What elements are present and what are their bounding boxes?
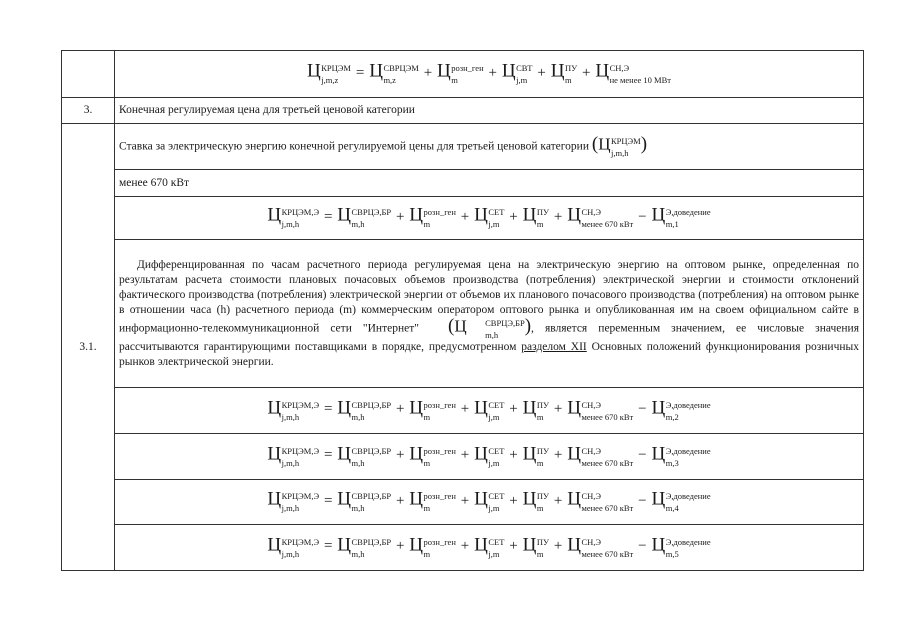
formula xyxy=(115,480,864,525)
title-symbol: (Ц КРЦЭМ j,m,h ) xyxy=(591,133,648,158)
formula-krcem-z xyxy=(115,51,864,98)
row-formula-3 xyxy=(62,434,864,480)
formula xyxy=(115,434,864,480)
section-title: Конечная регулируемая цена для третьей ценовой категории xyxy=(115,98,864,124)
row-section-3-1 xyxy=(62,124,864,170)
subheading: менее 670 кВт xyxy=(115,170,864,197)
formula-expression: Ц КРЦЭМ,Э j,m,h = Ц СВРЦЭ,БР m,h + Ц розн_ген m + Ц СЕТ j,m + Ц ПУ m + Ц СН,Э менее 670 кВт − Ц Э,доведение m,4 xyxy=(267,488,711,513)
formula-expression: Ц КРЦЭМ,Э j,m,h = Ц СВРЦЭ,БР m,h + Ц розн_ген m + Ц СЕТ j,m + Ц ПУ m + Ц СН,Э менее 670 кВт − Ц Э,доведение m,5 xyxy=(267,534,711,559)
formula-expression: Ц КРЦЭМ,Э j,m,h = Ц СВРЦЭ,БР m,h + Ц розн_ген m + Ц СЕТ j,m + Ц ПУ m + Ц СН,Э менее 670 кВт − Ц Э,доведение m,3 xyxy=(267,443,711,468)
section-number: 3. xyxy=(62,98,115,124)
row-formula-5 xyxy=(62,525,864,571)
row-top-formula xyxy=(62,51,864,98)
formula xyxy=(115,197,864,240)
paragraph: Дифференцированная по часам расчетного периода регулируемая цена на электрическую энергию на оптовом рынке, определенная по результатам расчета стоимости плановых почасовых объемов производства (потребления) электрической энергии и стоимости отклонений фактического производства (потребления) электрической энергии от объемов их планового почасового производства (потребления) на оптовом рынке в отношении часа (h) расчетного периода (m) коммерческим оператором оптового рынка и опубликованная им на своем официальном сайте в информационно-телекоммуникационной сети "Интернет" (Ц СВРЦЭ,БР m,h ), является переменным значением, ее числовые значения рассчитываются гарантирующими поставщиками в порядке, предусмотренном разделом XII Основных положений функционирования розничных рынков электрической энергии. xyxy=(115,240,864,388)
row-number-empty xyxy=(62,51,115,98)
row-formula-2 xyxy=(62,388,864,434)
formula-expression: Ц КРЦЭМ,Э j,m,h = Ц СВРЦЭ,БР m,h + Ц розн_ген m + Ц СЕТ j,m + Ц ПУ m + Ц СН,Э менее 670 кВт − Ц Э,доведение m,2 xyxy=(267,397,711,422)
paragraph-symbol: (Ц СВРЦЭ,БР m,h ) xyxy=(448,315,532,340)
section-xii-link[interactable]: разделом XII xyxy=(521,340,587,353)
formula-expression: Ц КРЦЭМ j,m,z = Ц СВРЦЭМ m,z + Ц розн_ген m + Ц СВТ j,m + Ц ПУ m + Ц СН,Э не менее 10 МВт xyxy=(307,60,671,85)
formula xyxy=(115,525,864,571)
row-paragraph xyxy=(62,240,864,388)
section-title xyxy=(115,124,864,170)
row-subheading xyxy=(62,170,864,197)
section-title-text: Ставка за электрическую энергию конечной регулируемой цены для третьей ценовой категории xyxy=(119,140,589,153)
formula xyxy=(115,388,864,434)
row-formula-1 xyxy=(62,197,864,240)
document-table xyxy=(61,50,864,571)
row-formula-4 xyxy=(62,480,864,525)
formula-expression: Ц КРЦЭМ,Э j,m,h = Ц СВРЦЭ,БР m,h + Ц розн_ген m + Ц СЕТ j,m + Ц ПУ m + Ц СН,Э менее 670 кВт − Ц Э,доведение m,1 xyxy=(267,204,711,229)
section-number: 3.1. xyxy=(62,124,115,571)
row-section-3 xyxy=(62,98,864,124)
